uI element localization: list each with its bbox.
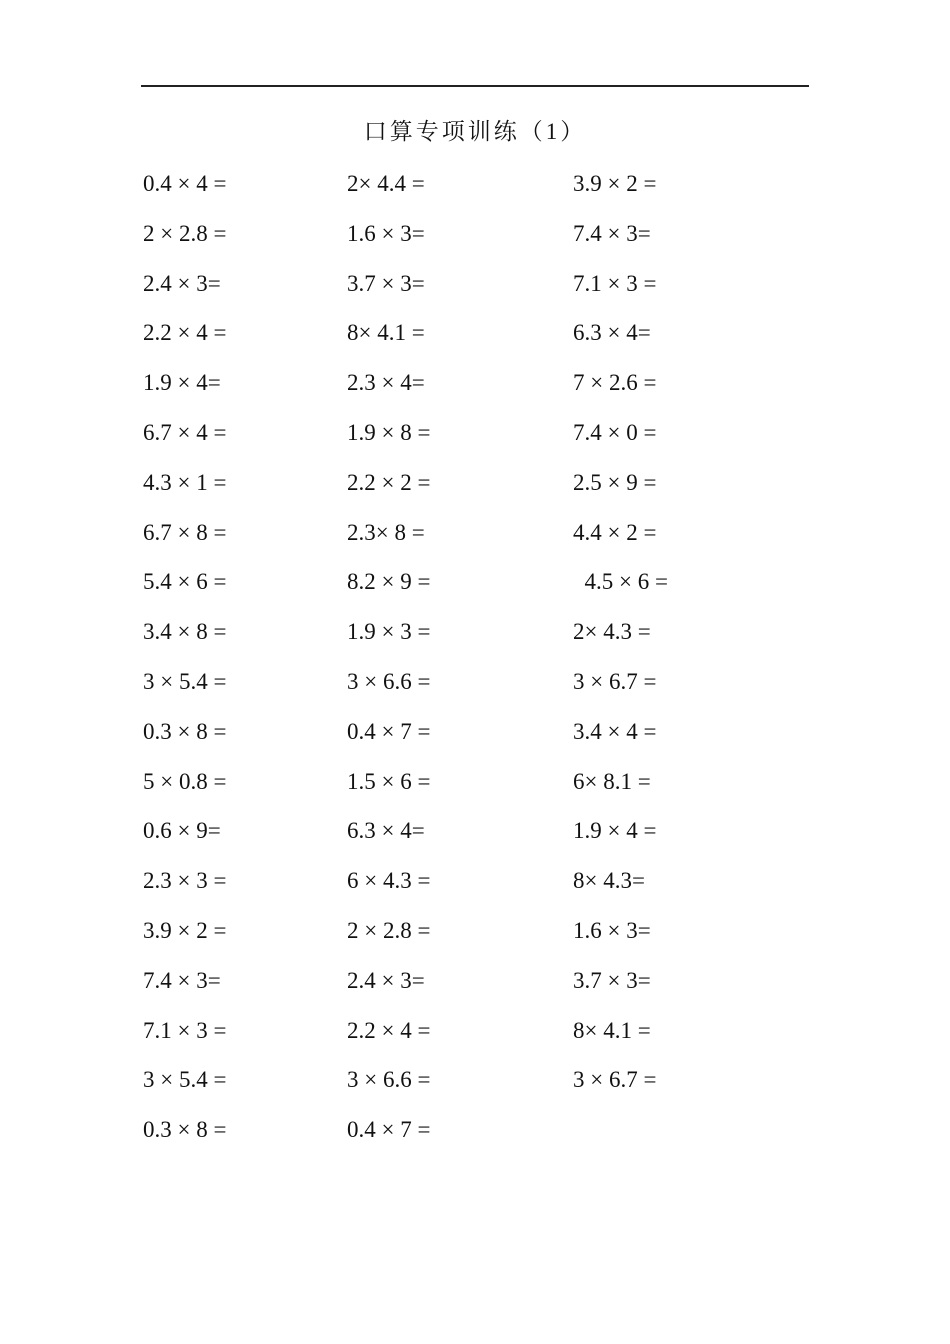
math-problem: 7.1 × 3 =: [143, 1017, 227, 1043]
math-problem: 2.2 × 4 =: [143, 320, 227, 346]
math-problem: 2.2 × 4 =: [347, 1017, 431, 1043]
math-problem: 7 × 2.6 =: [573, 370, 657, 396]
math-problem: 1.9 × 8 =: [347, 419, 431, 445]
math-problem: 6.7 × 4 =: [143, 419, 227, 445]
math-problem: 6.3 × 4=: [347, 818, 425, 844]
math-problem: 7.4 × 3=: [143, 967, 221, 993]
math-problem: 2.2 × 2 =: [347, 469, 431, 495]
math-problem: 3 × 6.7 =: [573, 668, 657, 694]
math-problem: 5.4 × 6 =: [143, 569, 227, 595]
math-problem: 3 × 5.4 =: [143, 668, 227, 694]
math-problem: 1.9 × 4=: [143, 370, 221, 396]
math-problem: 2.4 × 3=: [143, 270, 221, 296]
math-problem: 4.4 × 2 =: [573, 519, 657, 545]
top-rule: [141, 85, 809, 87]
math-problem: 2.4 × 3=: [347, 967, 425, 993]
math-problem: 7.4 × 3=: [573, 220, 651, 246]
math-problem: 0.3 × 8 =: [143, 1117, 227, 1143]
math-problem: 0.4 × 7 =: [347, 718, 431, 744]
math-problem: 1.5 × 6 =: [347, 768, 431, 794]
math-problem: 3.7 × 3=: [573, 967, 651, 993]
math-problem: 3 × 6.6 =: [347, 1067, 431, 1093]
math-problem: 4.5 × 6 =: [573, 569, 668, 595]
math-problem: 3.9 × 2 =: [573, 171, 657, 196]
math-problem: 7.1 × 3 =: [573, 270, 657, 296]
math-problem: 2.3× 8 =: [347, 519, 425, 545]
math-problem: 3 × 6.7 =: [573, 1067, 657, 1093]
math-problem: 0.4 × 4 =: [143, 171, 227, 196]
problem-column-3: [573, 166, 813, 1112]
math-problem: 1.6 × 3=: [347, 220, 425, 246]
math-problem: 8× 4.3=: [573, 868, 645, 894]
math-problem: 7.4 × 0 =: [573, 419, 657, 445]
math-problem: 6.3 × 4=: [573, 320, 651, 346]
math-problem: 8× 4.1 =: [347, 320, 425, 346]
math-problem: 1.9 × 3 =: [347, 619, 431, 645]
math-problem: 1.9 × 4 =: [573, 818, 657, 844]
math-problem: 6 × 4.3 =: [347, 868, 431, 894]
problem-column-2: [347, 166, 587, 1162]
math-problem: 2× 4.3 =: [573, 619, 651, 645]
math-problem: 1.6 × 3=: [573, 917, 651, 943]
math-problem: 3.7 × 3=: [347, 270, 425, 296]
math-problem: 3 × 5.4 =: [143, 1067, 227, 1093]
math-problem: 2.3 × 3 =: [143, 868, 227, 894]
math-problem: 0.4 × 7 =: [347, 1117, 431, 1143]
math-problem: 0.3 × 8 =: [143, 718, 227, 744]
math-problem: 5 × 0.8 =: [143, 768, 227, 794]
math-problem: 0.6 × 9=: [143, 818, 221, 844]
math-problem: 4.3 × 1 =: [143, 469, 227, 495]
math-problem: 6.7 × 8 =: [143, 519, 227, 545]
math-problem: 2 × 2.8 =: [143, 220, 227, 246]
page-title: 口算专项训练（1）: [363, 119, 587, 144]
math-problem: 3 × 6.6 =: [347, 668, 431, 694]
math-problem: 3.9 × 2 =: [143, 917, 227, 943]
math-problem: 2.5 × 9 =: [573, 469, 657, 495]
math-problem: 3.4 × 4 =: [573, 718, 657, 744]
math-problem: 2× 4.4 =: [347, 171, 425, 196]
math-problem: 2 × 2.8 =: [347, 917, 431, 943]
math-problem: 8.2 × 9 =: [347, 569, 431, 595]
math-problem: 3.4 × 8 =: [143, 619, 227, 645]
math-problem: 8× 4.1 =: [573, 1017, 651, 1043]
math-problem: 2.3 × 4=: [347, 370, 425, 396]
math-problem: 6× 8.1 =: [573, 768, 651, 794]
